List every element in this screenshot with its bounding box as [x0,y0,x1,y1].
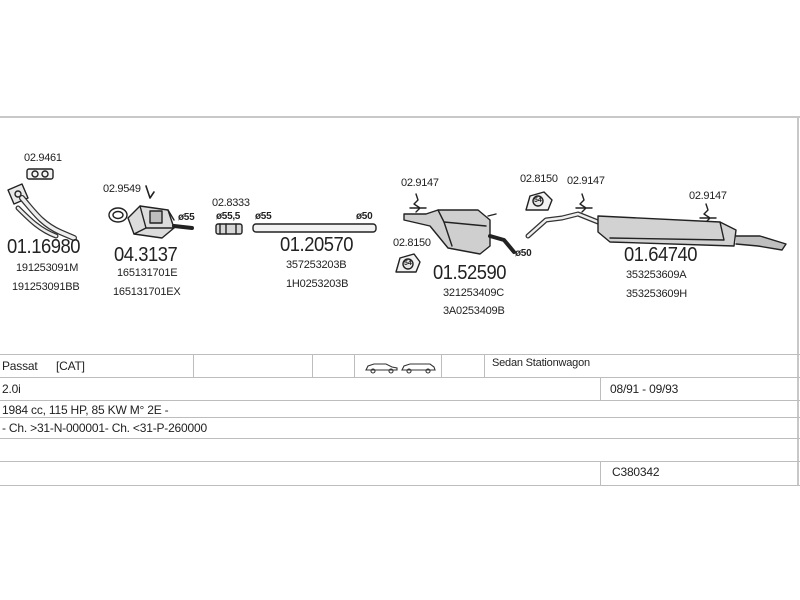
hanger-code: 02.9147 [567,175,605,187]
table-column-divider [600,461,601,485]
table-column-divider [312,354,313,377]
body-types: Sedan Stationwagon [492,357,590,369]
clamp-size-text: 54 [534,197,542,204]
vehicle-table [0,354,800,486]
oem-number: 3A0253409B [443,305,505,317]
hanger-code: 02.9147 [689,190,727,202]
part-number[interactable]: 01.20570 [280,234,354,256]
clamp-code: 02.8150 [393,237,431,249]
oem-number: 353253609H [626,288,688,300]
oem-number: 321253409C [443,287,505,299]
table-divider [0,438,800,439]
engine-type: 2.0i [2,382,21,396]
table-divider [0,354,800,355]
oem-number: 165131701E [117,267,178,279]
gasket-icon [27,169,53,179]
diameter-label: ø55,5 [216,211,241,222]
table-divider [0,377,800,378]
hanger-code: 02.9147 [401,177,439,189]
rubber-hanger-icon [576,194,592,212]
diameter-label: ø50 [515,248,532,259]
chassis-range: - Ch. >31-N-000001- Ch. <31-P-260000 [2,421,207,435]
table-column-divider [193,354,194,377]
clamp-code: 02.8150 [520,173,558,185]
oem-number: 1H0253203B [286,278,349,290]
rubber-hanger-icon [700,204,716,222]
engine-specs: 1984 cc, 115 HP, 85 KW M° 2E - [2,403,169,417]
connector-code: 02.8333 [212,197,250,209]
part-number[interactable]: 01.52590 [433,262,507,284]
catalog-code: C380342 [612,465,660,479]
clamp-size-text: 54 [404,260,412,267]
cat-flag: [CAT] [56,359,85,373]
gasket-code: 02.9461 [24,152,62,164]
model-name: Passat [2,359,38,373]
table-divider [0,461,800,462]
intermediate-pipe-icon [253,224,376,232]
oem-number: 357253203B [286,259,347,271]
oem-number: 191253091BB [12,281,80,293]
oem-number: 191253091M [16,262,79,274]
table-divider [0,485,800,486]
table-divider [0,417,800,418]
table-column-divider [484,354,485,377]
table-divider [0,400,800,401]
part-number[interactable]: 04.3137 [114,244,178,266]
part-number[interactable]: 01.16980 [7,236,81,258]
oem-number: 165131701EX [113,286,181,298]
diameter-label: ø55 [178,212,195,223]
part-number[interactable]: 01.64740 [624,244,698,266]
rubber-hanger-icon [410,194,426,212]
connector-pipe-icon [216,224,242,234]
table-column-divider [600,377,601,400]
production-years: 08/91 - 09/93 [610,382,679,396]
oem-number: 353253609A [626,269,687,281]
table-column-divider [354,354,355,377]
diameter-label: ø55 [255,211,272,222]
car-body-icons [364,360,438,374]
diameter-label: ø50 [356,211,373,222]
bracket-code: 02.9549 [103,183,141,195]
table-column-divider [441,354,442,377]
front-pipe-icon [8,184,74,238]
